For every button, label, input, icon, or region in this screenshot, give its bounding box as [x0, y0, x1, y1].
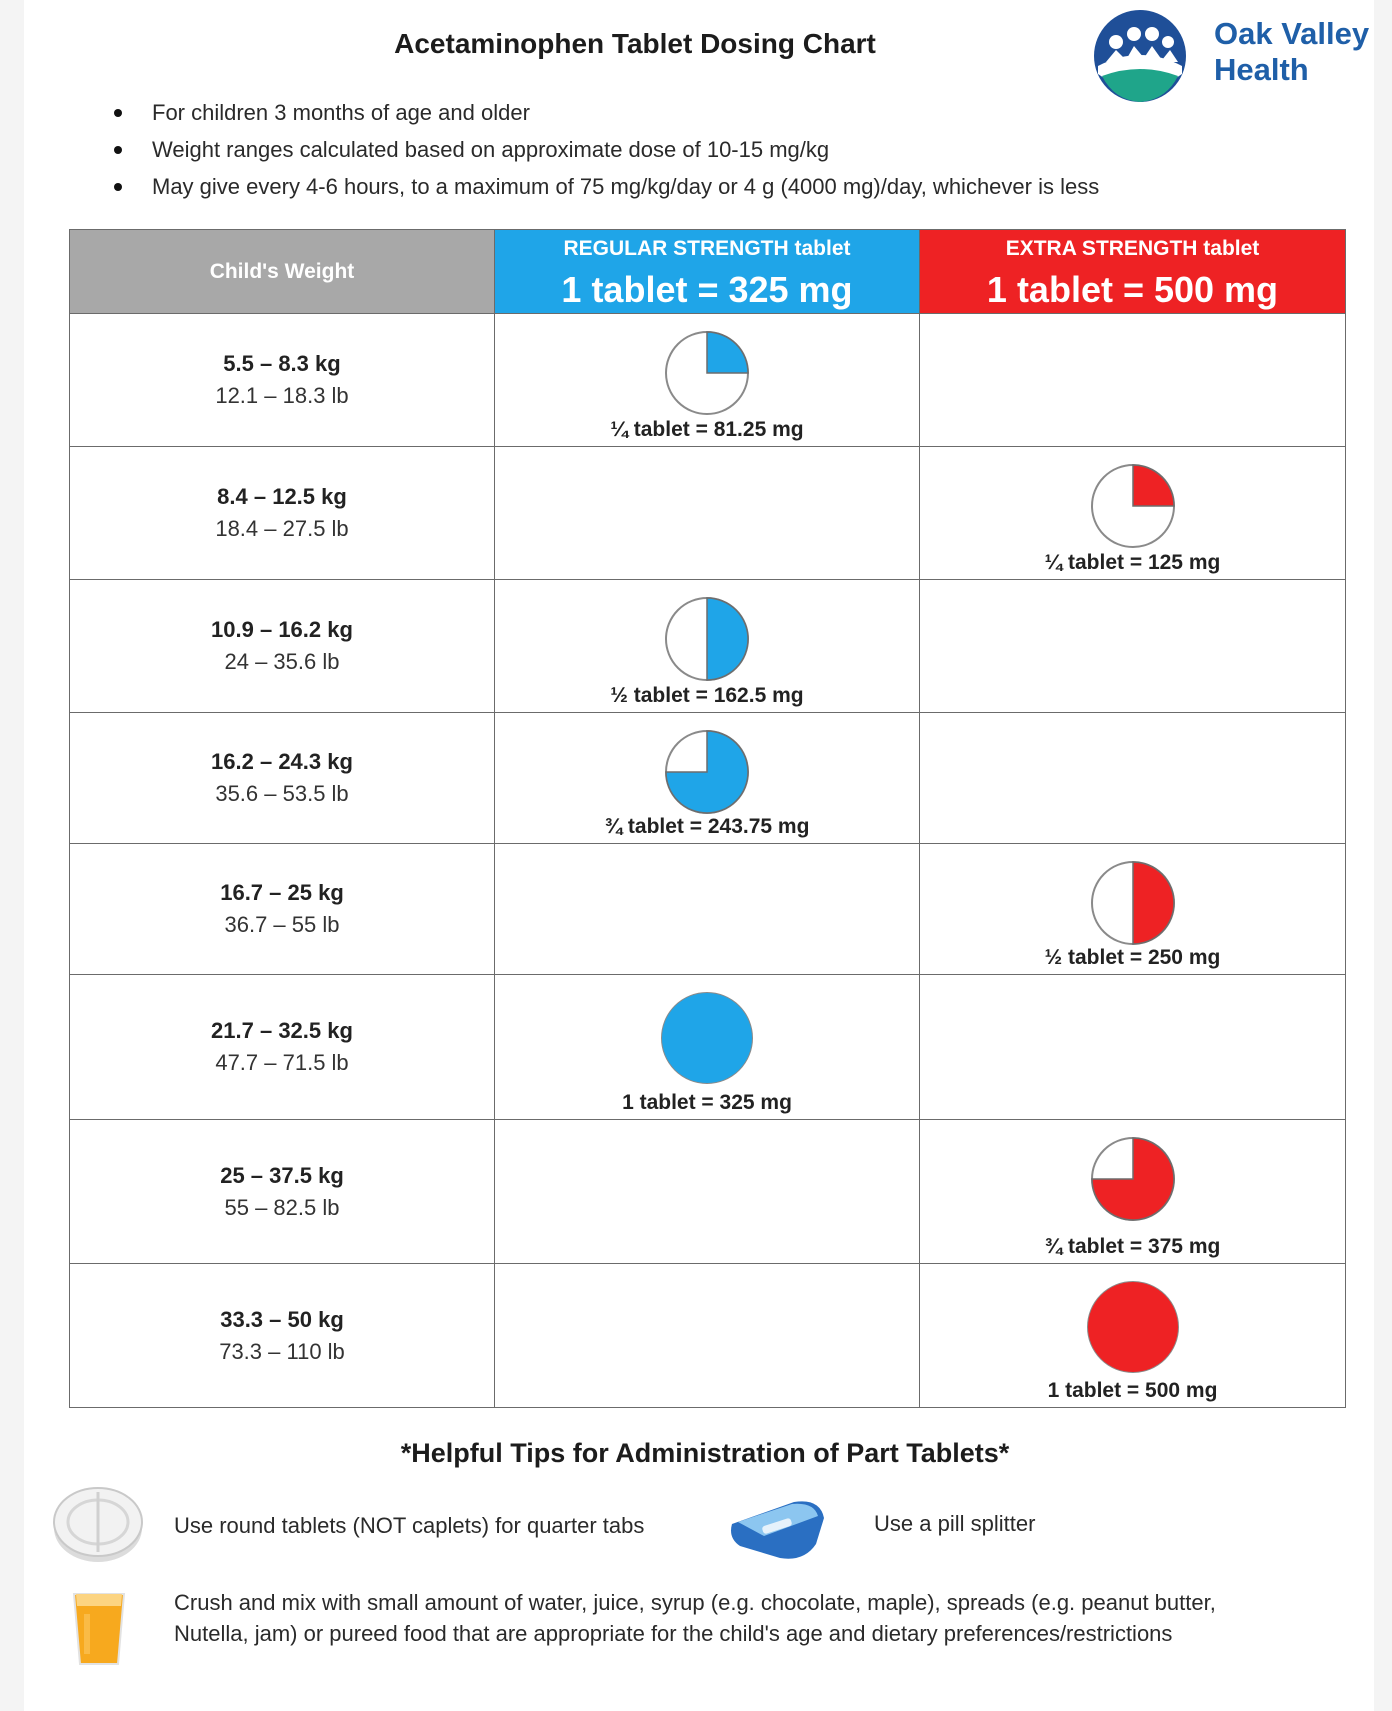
header-regular-main: 1 tablet = 325 mg: [561, 268, 853, 310]
extra-dose-cell: [920, 975, 1346, 1120]
extra-dose-cell: [920, 314, 1346, 447]
weight-cell: [70, 447, 495, 580]
header-regular-sub: REGULAR STRENGTH tablet: [563, 236, 851, 260]
weight-lb: 47.7 – 71.5 lb: [215, 1050, 349, 1075]
extra-dose-cell: [920, 844, 1346, 975]
regular-dose-label: 1 tablet = 325 mg: [622, 1091, 792, 1114]
table-row: [70, 1264, 1346, 1408]
weight-cell: [70, 1120, 495, 1264]
weight-lb: 24 – 35.6 lb: [224, 649, 340, 674]
bullet-item: May give every 4-6 hours, to a maximum of 75 mg/kg/day or 4 g (4000 mg)/day, whichever is less: [110, 168, 1099, 205]
dosing-chart-page: [24, 0, 1374, 1711]
weight-cell: [70, 314, 495, 447]
tip-pill-splitter: Use a pill splitter: [874, 1511, 1036, 1536]
info-bullets: [110, 94, 1099, 205]
bullet-item: Weight ranges calculated based on approximate dose of 10-15 mg/kg: [110, 131, 1099, 168]
weight-cell: [70, 713, 495, 844]
extra-dose-cell: [920, 580, 1346, 713]
extra-dose-cell: [920, 1120, 1346, 1264]
weight-kg: 33.3 – 50 kg: [220, 1306, 344, 1332]
weight-kg: 16.7 – 25 kg: [220, 880, 344, 905]
regular-tablet-pie-icon: [664, 330, 750, 416]
pill-splitter-icon: [724, 1484, 834, 1568]
tablet-fill: [707, 598, 748, 680]
regular-dose-cell: [495, 314, 920, 447]
regular-dose-label: ¾ tablet = 243.75 mg: [604, 815, 810, 838]
extra-dose-cell: [920, 713, 1346, 844]
table-row: [70, 1120, 1346, 1264]
table-row: [70, 580, 1346, 713]
weight-lb: 55 – 82.5 lb: [224, 1194, 340, 1220]
extra-tablet-pie-icon: [1090, 463, 1176, 549]
table-row: [70, 447, 1346, 580]
header-weight-label: Child's Weight: [209, 259, 355, 283]
weight-lb: 73.3 – 110 lb: [219, 1338, 345, 1364]
extra-dose-cell: [920, 1264, 1346, 1408]
round-tablet-icon: [44, 1478, 152, 1566]
regular-dose-cell: [495, 447, 920, 580]
extra-dose-label: ¼ tablet = 125 mg: [1044, 551, 1221, 574]
regular-dose-cell: [495, 1264, 920, 1408]
regular-dose-label: ¼ tablet = 81.25 mg: [610, 418, 804, 441]
regular-tablet-pie-icon: [660, 991, 754, 1085]
tablet-fill: [1133, 862, 1174, 944]
dosing-table: [69, 229, 1346, 1408]
logo-line2: Health: [1214, 52, 1309, 87]
table-row: [70, 844, 1346, 975]
table-row: [70, 975, 1346, 1120]
weight-cell: [70, 580, 495, 713]
regular-tablet-pie-icon: [664, 596, 750, 682]
regular-dose-cell: [495, 975, 920, 1120]
weight-kg: 25 – 37.5 kg: [220, 1162, 344, 1188]
regular-dose-cell: [495, 844, 920, 975]
weight-lb: 18.4 – 27.5 lb: [215, 516, 349, 541]
extra-tablet-pie-icon: [1086, 1280, 1180, 1374]
weight-cell: [70, 1264, 495, 1408]
table-row: [70, 314, 1346, 447]
tips-title-text: *Helpful Tips for Administration of Part Tablets*: [400, 1438, 1010, 1468]
header-extra-strength: [920, 230, 1346, 314]
extra-dose-label: ¾ tablet = 375 mg: [1044, 1235, 1221, 1258]
regular-dose-cell: [495, 1120, 920, 1264]
weight-lb: 36.7 – 55 lb: [224, 912, 340, 937]
juice-glass-icon: [64, 1586, 134, 1670]
tips-title: [24, 1438, 1386, 1469]
header-regular-strength: [495, 230, 920, 314]
weight-kg: 10.9 – 16.2 kg: [211, 617, 353, 642]
page-title-text: Acetaminophen Tablet Dosing Chart: [394, 28, 876, 59]
weight-kg: 16.2 – 24.3 kg: [211, 749, 353, 774]
extra-dose-cell: [920, 447, 1346, 580]
extra-tablet-pie-icon: [1090, 1136, 1176, 1222]
table-row: [70, 713, 1346, 844]
bullet-item: For children 3 months of age and older: [110, 94, 1099, 131]
extra-dose-label: 1 tablet = 500 mg: [1047, 1379, 1218, 1402]
logo-text: [1214, 16, 1369, 88]
weight-kg: 5.5 – 8.3 kg: [223, 351, 341, 376]
logo-line1: Oak Valley: [1214, 16, 1370, 51]
weight-kg: 8.4 – 12.5 kg: [217, 484, 347, 509]
header-childs-weight: [70, 230, 495, 314]
regular-dose-cell: [495, 713, 920, 844]
extra-tablet-pie-icon: [1090, 860, 1176, 946]
extra-dose-label: ½ tablet = 250 mg: [1044, 946, 1221, 969]
tip-crush-mix: Crush and mix with small amount of water, juice, syrup (e.g. chocolate, maple), spreads (e.g. peanut butter, Nutella, jam) or pureed food that are appropriate for the child's age and dietary preferences/restrictions: [174, 1590, 1216, 1646]
regular-dose-cell: [495, 580, 920, 713]
tip-round-tablets: Use round tablets (NOT caplets) for quarter tabs: [174, 1513, 645, 1538]
regular-dose-label: ½ tablet = 162.5 mg: [610, 684, 804, 707]
weight-lb: 12.1 – 18.3 lb: [215, 383, 349, 408]
weight-lb: 35.6 – 53.5 lb: [215, 781, 349, 806]
weight-kg: 21.7 – 32.5 kg: [211, 1018, 353, 1043]
weight-cell: [70, 844, 495, 975]
header-extra-sub: EXTRA STRENGTH tablet: [1005, 236, 1260, 260]
tablet-fill: [662, 993, 752, 1083]
tablet-fill: [707, 332, 748, 373]
regular-tablet-pie-icon: [664, 729, 750, 815]
tablet-fill: [1088, 1282, 1178, 1372]
header-extra-main: 1 tablet = 500 mg: [986, 268, 1279, 310]
weight-cell: [70, 975, 495, 1120]
tablet-fill: [1133, 465, 1174, 506]
